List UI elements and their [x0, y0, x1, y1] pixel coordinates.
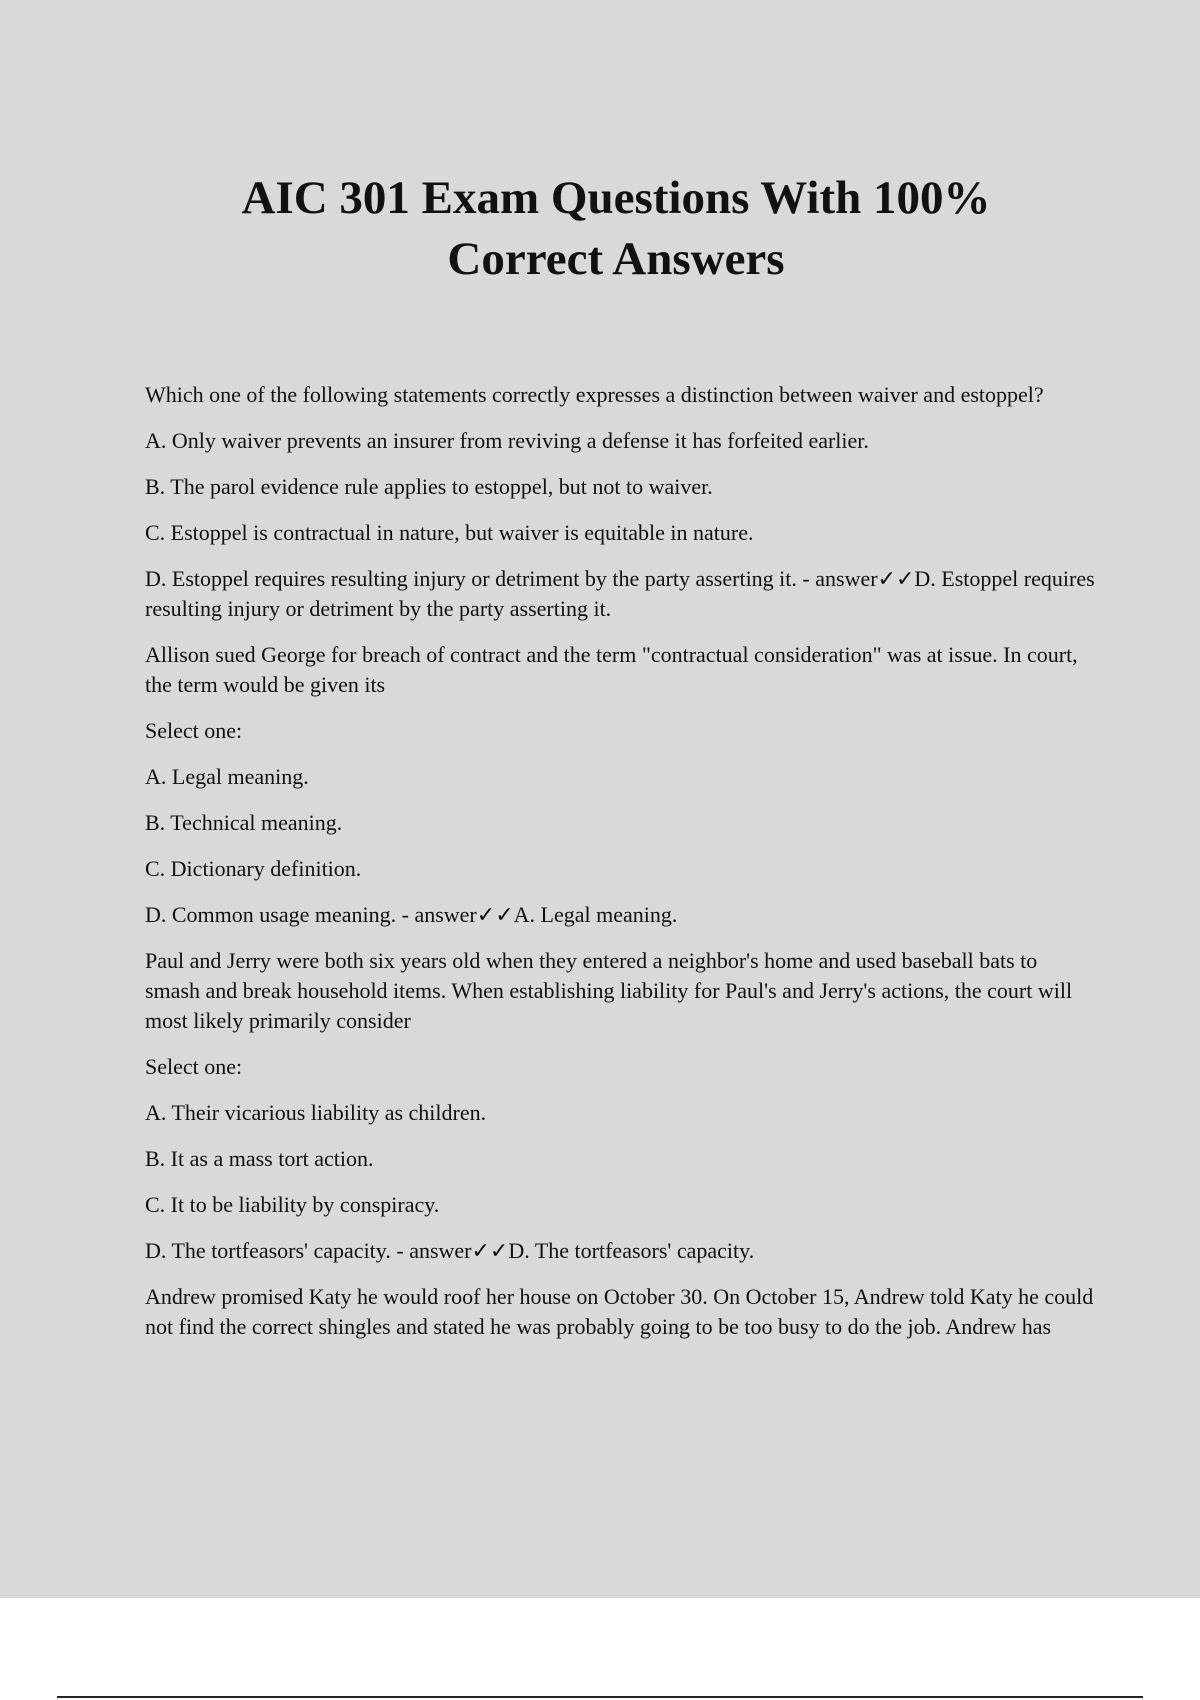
question-2-prompt: Allison sued George for breach of contract and the term "contractual consideration" was at issue. In court, the term would be given its	[145, 642, 1078, 697]
question-2-option-d-answer: D. Common usage meaning. - answer✓✓A. Legal meaning.	[145, 902, 678, 927]
question-2-option-a: A. Legal meaning.	[145, 764, 309, 789]
document-title	[0, 168, 1200, 290]
question-3-select-one: Select one:	[145, 1054, 243, 1079]
title-line-2: Correct Answers	[447, 233, 785, 285]
question-1-option-a: A. Only waiver prevents an insurer from reviving a defense it has forfeited earlier.	[145, 428, 869, 453]
question-1-prompt: Which one of the following statements correctly expresses a distinction between waiver and estoppel?	[145, 382, 1044, 407]
footer-divider	[57, 1696, 1143, 1698]
title-line-1: AIC 301 Exam Questions With 100%	[241, 172, 991, 224]
question-2-option-c: C. Dictionary definition.	[145, 856, 362, 881]
question-3-option-d-answer: D. The tortfeasors' capacity. - answer✓✓D. The tortfeasors' capacity.	[145, 1238, 755, 1263]
question-3-prompt: Paul and Jerry were both six years old when they entered a neighbor's home and used baseball bats to smash and break household items. When establishing liability for Paul's and Jerry's actions, the court will most likely primarily consider	[145, 948, 1073, 1033]
question-1-option-c: C. Estoppel is contractual in nature, but waiver is equitable in nature.	[145, 520, 754, 545]
document-body	[145, 380, 1095, 1358]
question-4-prompt: Andrew promised Katy he would roof her house on October 30. On October 15, Andrew told Katy he could not find the correct shingles and stated he was probably going to be too busy to do the job. Andrew has	[145, 1284, 1094, 1339]
question-3-option-b: B. It as a mass tort action.	[145, 1146, 374, 1171]
question-1-option-d-answer: D. Estoppel requires resulting injury or detriment by the party asserting it. - answer✓✓D. Estoppel requires resulting injury or detriment by the party asserting it.	[145, 566, 1095, 621]
question-2-select-one: Select one:	[145, 718, 243, 743]
question-3-option-c: C. It to be liability by conspiracy.	[145, 1192, 440, 1217]
question-1-option-b: B. The parol evidence rule applies to estoppel, but not to waiver.	[145, 474, 713, 499]
question-3-option-a: A. Their vicarious liability as children.	[145, 1100, 487, 1125]
question-2-option-b: B. Technical meaning.	[145, 810, 343, 835]
